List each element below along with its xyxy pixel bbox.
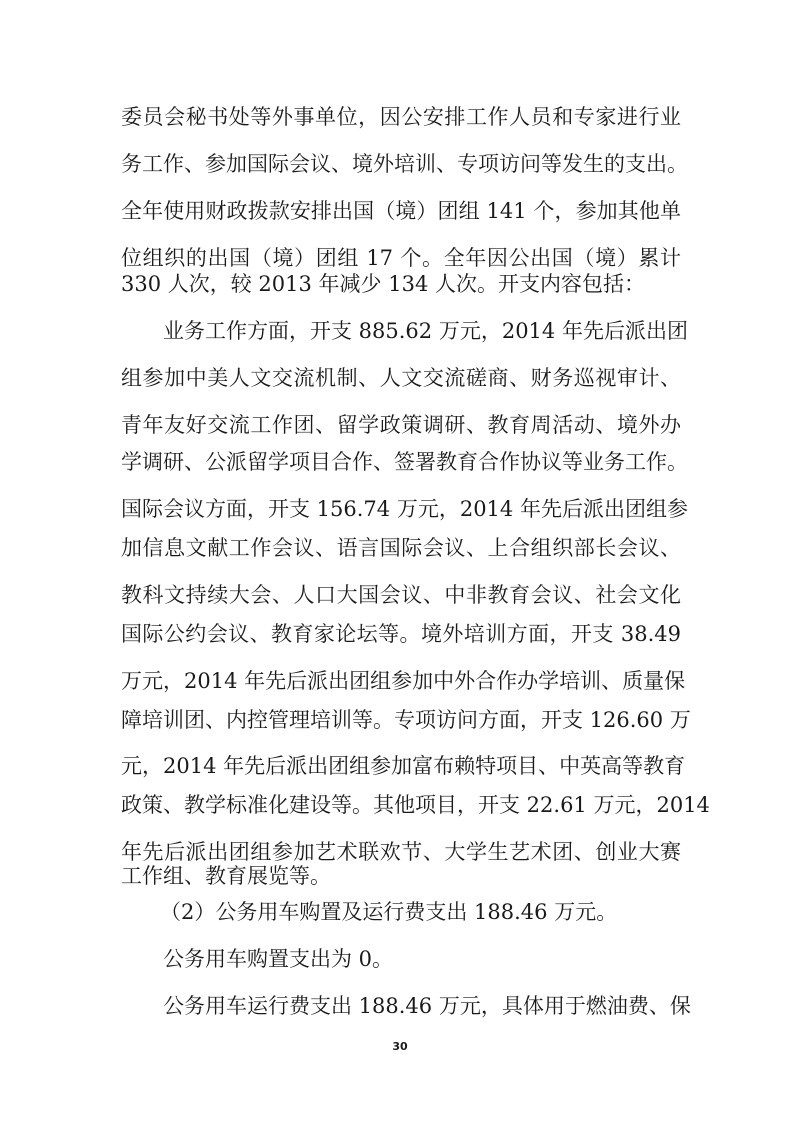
text-line: 工作组、教育展览等。 <box>121 864 331 888</box>
text-line: 全年使用财政拨款安排出国（境）团组 141 个，参加其他单 <box>121 199 681 223</box>
text-line: 国际公约会议、教育家论坛等。境外培训方面，开支 38.49 <box>121 622 681 646</box>
text-line: 委员会秘书处等外事单位，因公安排工作人员和专家进行业 <box>121 105 681 129</box>
text-line: 障培训团、内控管理培训等。专项访问方面，开支 126.60 万 <box>121 708 691 732</box>
paragraph-first-line: 公务用车运行费支出 188.46 万元，具体用于燃油费、保 <box>163 994 691 1018</box>
text-line: 年先后派出团组参加艺术联欢节、大学生艺术团、创业大赛 <box>121 840 681 864</box>
text-line: 万元，2014 年先后派出团组参加中外合作办学培训、质量保 <box>121 669 686 693</box>
text-line: 国际会议方面，开支 156.74 万元，2014 年先后派出团组参 <box>121 497 688 521</box>
text-line: 青年友好交流工作团、留学政策调研、教育周活动、境外办 <box>121 413 681 437</box>
paragraph-line: 公务用车购置支出为 0。 <box>163 947 394 971</box>
text-line: 元，2014 年先后派出团组参加富布赖特项目、中英高等教育 <box>121 754 686 778</box>
text-line: 务工作、参加国际会议、境外培训、专项访问等发生的支出。 <box>121 152 688 176</box>
text-line: 加信息文献工作会议、语言国际会议、上合组织部长会议、 <box>121 536 681 560</box>
text-line: 组参加中美人文交流机制、人文交流磋商、财务巡视审计、 <box>121 366 681 390</box>
text-line: 教科文持续大会、人口大国会议、中非教育会议、社会文化 <box>121 583 681 607</box>
section-heading: （2）公务用车购置及运行费支出 188.46 万元。 <box>160 900 618 924</box>
text-line: 学调研、公派留学项目合作、签署教育合作协议等业务工作。 <box>121 450 688 474</box>
page-number: 30 <box>392 1040 408 1053</box>
text-line: 330 人次，较 2013 年减少 134 人次。开支内容包括： <box>121 272 645 296</box>
text-line: 政策、教学标准化建设等。其他项目，开支 22.61 万元，2014 <box>121 793 710 817</box>
text-line: 位组织的出国（境）团组 17 个。全年因公出国（境）累计 <box>121 246 681 270</box>
paragraph-first-line: 业务工作方面，开支 885.62 万元，2014 年先后派出团 <box>163 319 688 343</box>
